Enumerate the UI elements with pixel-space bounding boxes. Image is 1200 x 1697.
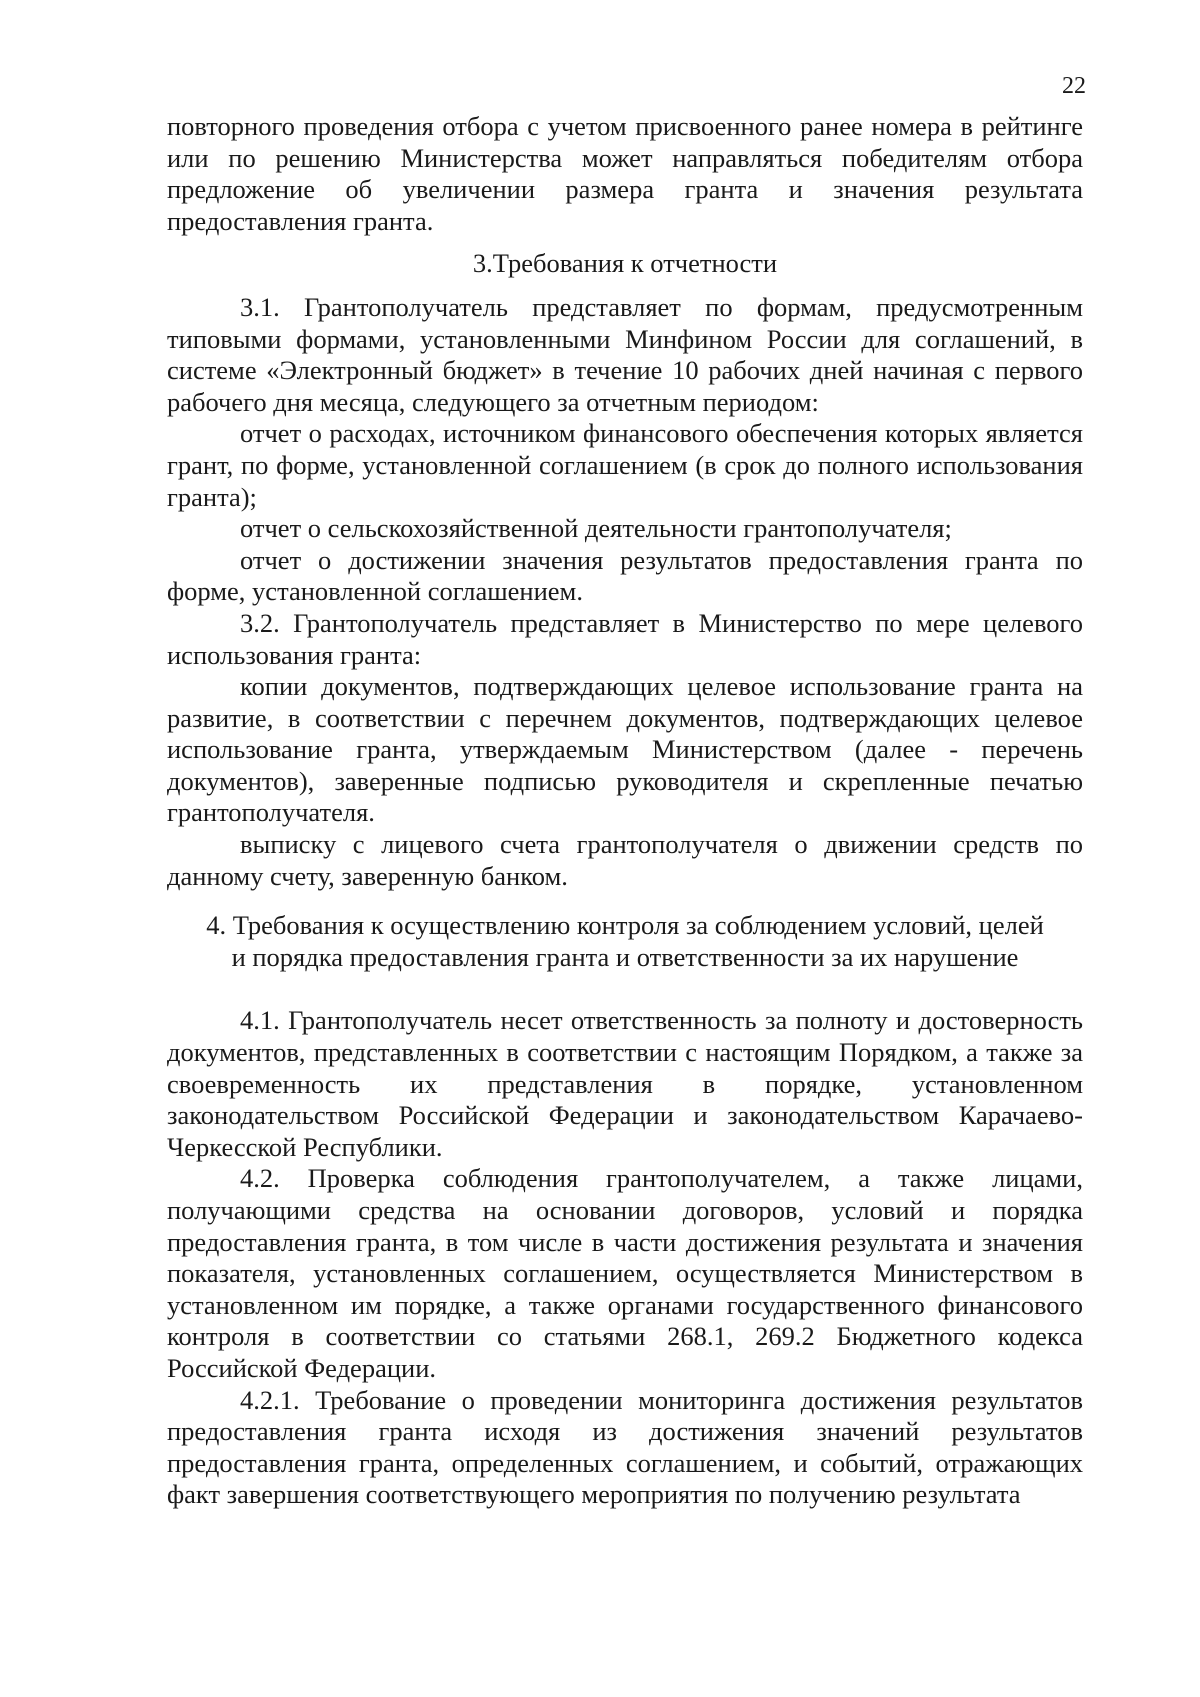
paragraph-3-2-document-copies: копии документов, подтверждающих целевое использование гранта на развитие, в соответствии с перечнем документов, подтверждающих целевое использование гранта, утверждаемым Министерством (далее - перечень документов), заверенные подписью руководителя и скрепленные печатью грантополучателя. xyxy=(167,671,1083,828)
section-4-heading-line-2: и порядка предоставления гранта и ответственности за их нарушение xyxy=(231,941,1019,972)
paragraph-continuation: повторного проведения отбора с учетом присвоенного ранее номера в рейтинге или по решению Министерства может направляться победителям отбора предложение об увеличении размера гранта и значения результата предоставления гранта. xyxy=(167,111,1083,236)
paragraph-3-1-agri-report: отчет о сельскохозяйственной деятельности грантополучателя; xyxy=(240,513,952,544)
paragraph-3-2: 3.2. Грантополучатель представляет в Министерство по мере целевого использования гранта: xyxy=(167,607,1083,670)
paragraph-4-2-1: 4.2.1. Требование о проведении мониторинга достижения результатов предоставления гранта исходя из достижения значений результатов предоставления гранта, определенных соглашением, и событий, отражающих факт завершения соответствующего мероприятия по получению результата xyxy=(167,1384,1083,1510)
paragraph-3-2-account-statement: выписку с лицевого счета грантополучателя о движении средств по данному счету, заверенную банком. xyxy=(167,829,1083,891)
paragraph-3-1-results-report: отчет о достижении значения результатов предоставления гранта по форме, установленной соглашением. xyxy=(167,544,1083,607)
paragraph-4-2: 4.2. Проверка соблюдения грантополучателем, а также лицами, получающими средства на основании договоров, условий и порядка предоставления гранта, в том числе в части достижения результата и значения показателя, установленных соглашением, осуществляется Министерством в установленном им порядке, а также органами государственного финансового контроля в соответствии со статьями 268.1, 269.2 Бюджетного кодекса Российской Федерации. xyxy=(167,1163,1083,1383)
paragraph-3-1-expense-report: отчет о расходах, источником финансового обеспечения которых является грант, по форме, установленной соглашением (в срок до полного использования гранта); xyxy=(167,418,1083,512)
section-4-heading xyxy=(167,910,1083,973)
paragraph-3-1: 3.1. Грантополучатель представляет по формам, предусмотренным типовыми формами, установленными Минфином России для соглашений, в системе «Электронный бюджет» в течение 10 рабочих дней начиная с первого рабочего дня месяца, следующего за отчетным периодом: xyxy=(167,291,1083,417)
section-4-heading-line-1: 4. Требования к осуществлению контроля за соблюдением условий, целей xyxy=(206,910,1044,941)
paragraph-4-1: 4.1. Грантополучатель несет ответственность за полноту и достоверность документов, представленных в соответствии с настоящим Порядком, а также за своевременность их представления в порядке, установленном законодательством Российской Федерации и законодательством Карачаево-Черкесской Республики. xyxy=(167,1005,1083,1162)
section-3-heading: 3.Требования к отчетности xyxy=(472,248,778,279)
document-body xyxy=(167,111,1083,1511)
page-number: 22 xyxy=(1062,73,1086,99)
